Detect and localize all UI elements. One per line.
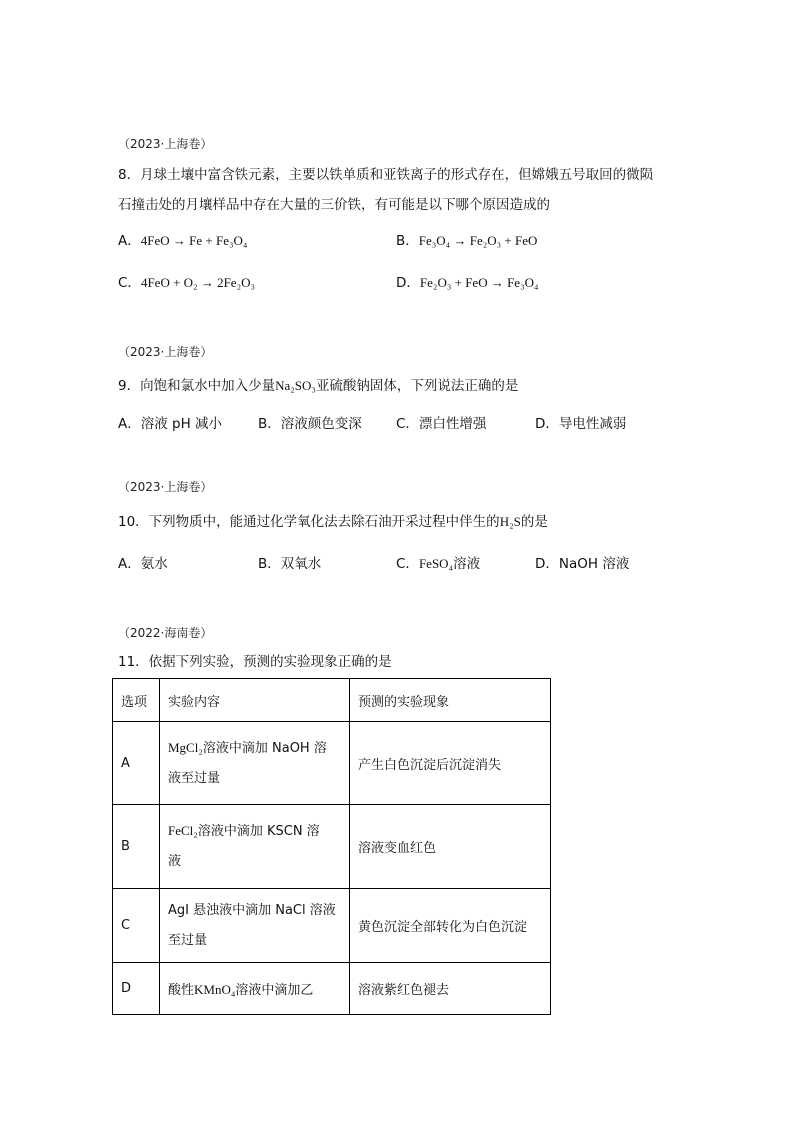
row-option: D: [113, 963, 160, 1015]
q10-option-b[interactable]: B．双氧水: [258, 556, 322, 572]
row-content: AgI 悬浊液中滴加 NaCl 溶液 至过量: [160, 889, 350, 963]
q11-stem: 11．依据下列实验，预测的实验现象正确的是: [118, 654, 392, 670]
row-content: 酸性KMnO₄溶液中滴加乙: [160, 963, 350, 1015]
row-option: B: [113, 805, 160, 889]
table-row: [113, 722, 551, 805]
row-option: A: [113, 722, 160, 805]
q9-source: （2023·上海卷）: [118, 345, 213, 359]
header-content: 实验内容: [160, 679, 350, 722]
q9-option-c[interactable]: C．漂白性增强: [396, 416, 487, 432]
q8-option-a[interactable]: A．4FeO → Fe + Fe₃O₄: [118, 233, 248, 249]
row-content: FeCl₂溶液中滴加 KSCN 溶 液: [160, 805, 350, 889]
q9-stem: 9．向饱和氯水中加入少量Na₂SO₃亚硫酸钠固体，下列说法正确的是: [118, 378, 519, 394]
q8-option-b-formula: Fe₃O₄ → Fe₂O₃ + FeO: [418, 233, 538, 248]
q8-source: （2023·上海卷）: [118, 137, 213, 151]
q11-source: （2022·海南卷）: [118, 626, 213, 640]
row-content-formula: FeCl₂: [168, 823, 198, 838]
row-phenomenon: 黄色沉淀全部转化为白色沉淀: [350, 889, 551, 963]
experiment-table: [112, 678, 551, 1015]
row-content-formula: KMnO₄: [194, 982, 236, 997]
q8-stem-line1: 8．月球土壤中富含铁元素，主要以铁单质和亚铁离子的形式存在，但嫦娥五号取回的微陨: [118, 167, 654, 183]
q10-stem: 10．下列物质中，能通过化学氧化法去除石油开采过程中伴生的H₂S的是: [118, 514, 548, 530]
header-option: 选项: [113, 679, 160, 722]
q9-option-a[interactable]: A．溶液 pH 减小: [118, 416, 223, 432]
table-row: [113, 889, 551, 963]
q9-option-d[interactable]: D．导电性减弱: [535, 416, 627, 432]
q8-stem-line2: 石撞击处的月壤样品中存在大量的三价铁，有可能是以下哪个原因造成的: [118, 197, 550, 213]
row-content-formula: MgCl₂: [168, 739, 203, 755]
table-row: [113, 963, 551, 1015]
q8-option-c[interactable]: C．4FeO + O₂ → 2Fe₂O₃: [118, 275, 256, 291]
row-phenomenon: 溶液紫红色褪去: [350, 963, 551, 1015]
q10-source: （2023·上海卷）: [118, 480, 213, 494]
q10-option-c-formula: FeSO₄: [418, 556, 454, 571]
q10-option-d[interactable]: D．NaOH 溶液: [535, 556, 630, 572]
q8-option-d[interactable]: D．Fe₂O₃ + FeO → Fe₃O₄: [396, 275, 539, 291]
q8-option-d-formula: Fe₂O₃ + FeO → Fe₃O₄: [419, 275, 539, 290]
row-phenomenon: 溶液变血红色: [350, 805, 551, 889]
q8-option-b[interactable]: B．Fe₃O₄ → Fe₂O₃ + FeO: [396, 233, 538, 249]
row-option: C: [113, 889, 160, 963]
q9-stem-formula: Na₂SO₃: [275, 378, 316, 393]
q8-option-c-formula: 4FeO + O₂ → 2Fe₂O₃: [140, 275, 256, 290]
q10-option-a[interactable]: A．氨水: [118, 556, 168, 572]
q10-stem-formula: H₂S: [499, 514, 521, 529]
header-phenomenon: 预测的实验现象: [350, 679, 551, 722]
row-phenomenon: 产生白色沉淀后沉淀消失: [350, 722, 551, 805]
q8-option-a-formula: 4FeO → Fe + Fe₃O₄: [140, 233, 248, 248]
row-content: MgCl₂溶液中滴加 NaOH 溶 液至过量: [160, 722, 350, 805]
table-row: [113, 805, 551, 889]
q10-option-c[interactable]: C．FeSO₄溶液: [396, 556, 481, 572]
q9-option-b[interactable]: B．溶液颜色变深: [258, 416, 362, 432]
table-header-row: [113, 679, 551, 722]
